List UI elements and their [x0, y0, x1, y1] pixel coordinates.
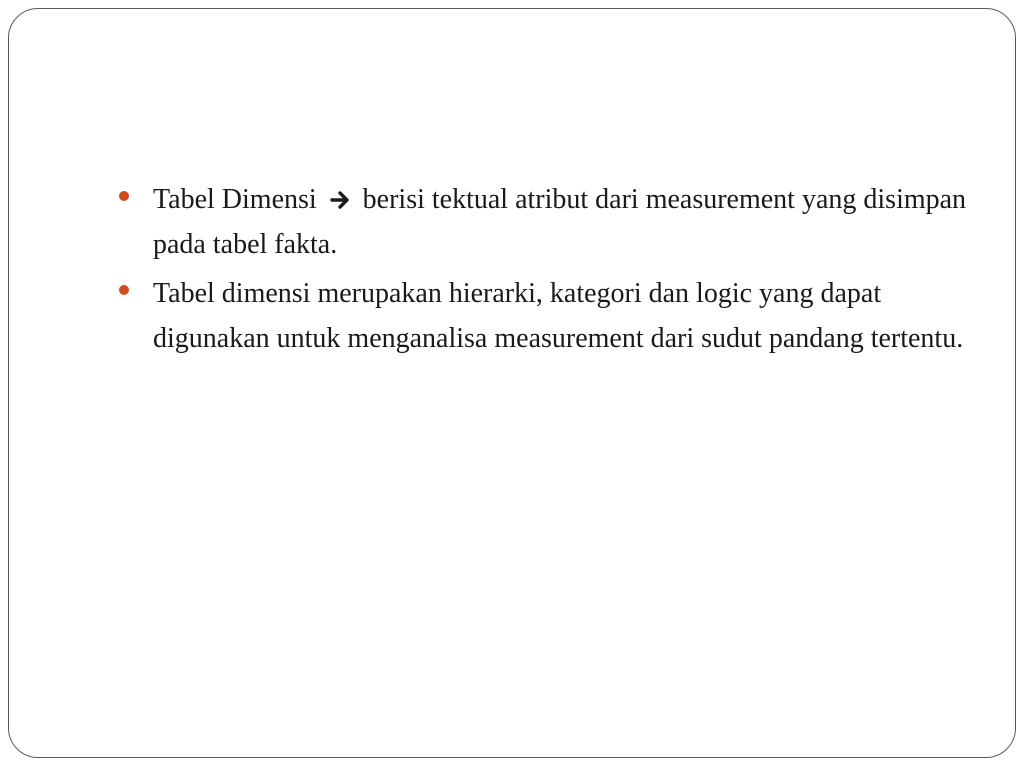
bullet-text-term: Tabel Dimensi [153, 184, 317, 215]
slide-frame [8, 8, 1016, 758]
bullet-icon [119, 285, 129, 295]
bullet-list [117, 177, 967, 365]
bullet-icon [119, 191, 129, 201]
arrow-right-icon [330, 190, 352, 210]
list-item [117, 271, 967, 361]
bullet-text: Tabel dimensi merupakan hierarki, kategori dan logic yang dapat digunakan untuk menganalisa measurement dari sudut pandang tertentu. [153, 278, 964, 354]
bullet-text-definition: berisi tektual atribut dari measurement yang disimpan pada tabel fakta. [153, 184, 967, 260]
list-item [117, 177, 967, 267]
